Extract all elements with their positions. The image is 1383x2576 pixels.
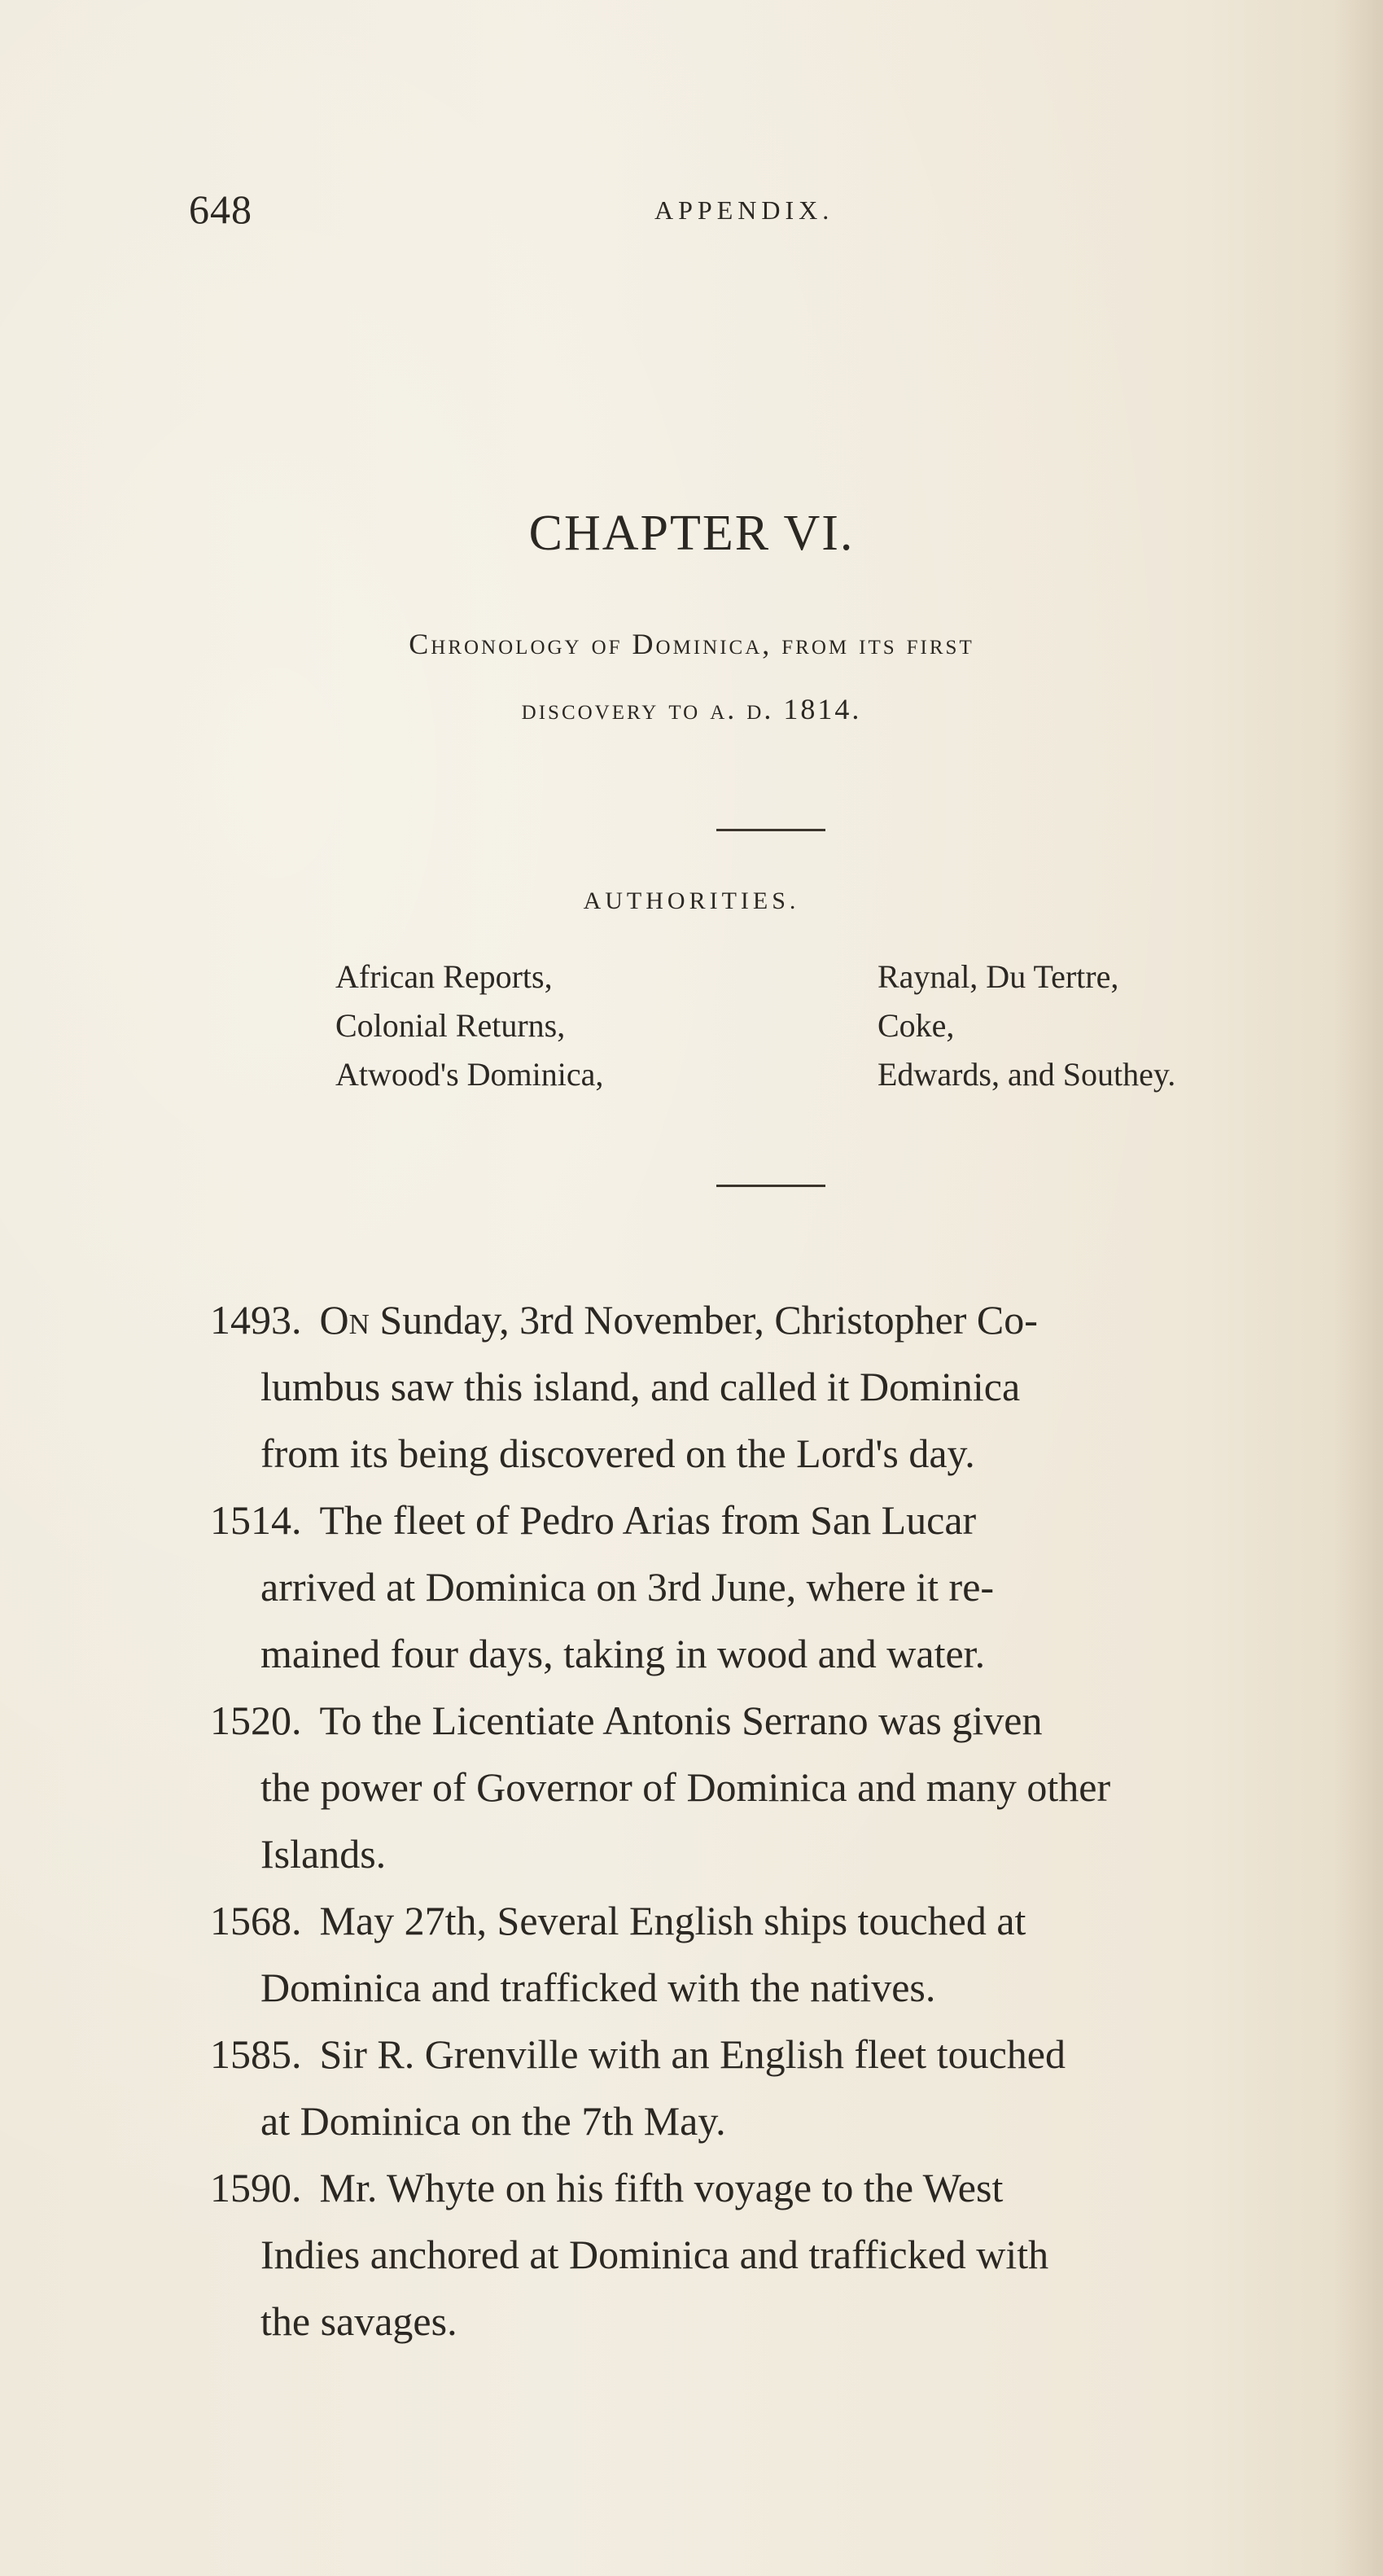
authorities-left-column (335, 953, 603, 1099)
page-number: 648 (189, 186, 252, 232)
section-rule-top (716, 829, 825, 831)
entry-year: 1568. (210, 1898, 302, 1943)
chronology-entry (210, 1887, 1341, 2021)
entry-continuation-line: mained four days, taking in wood and water. (260, 1631, 986, 1676)
entry-continuation-line: Indies anchored at Dominica and trafficked with (260, 2232, 1049, 2277)
entry-text: Sir R. Grenville with an English fleet touched (319, 2031, 1066, 2077)
chronology-entry (210, 2021, 1341, 2154)
chronology-entry (210, 1286, 1341, 1487)
chronology-entry (210, 1487, 1341, 1687)
entry-text: The fleet of Pedro Arias from San Lucar (319, 1497, 977, 1543)
entry-year: 1590. (210, 2165, 302, 2210)
chapter-title: CHAPTER VI. (528, 506, 855, 561)
entry-first-line (210, 1687, 1341, 1754)
entry-continuation-line: the savages. (260, 2298, 457, 2344)
entry-year: 1493. (210, 1297, 302, 1343)
entry-first-line (210, 2154, 1341, 2221)
entry-first-line (210, 1887, 1341, 1954)
authorities-right-column (878, 953, 1175, 1099)
chronology-entry (210, 2154, 1341, 2355)
entry-first-line (210, 1286, 1341, 1353)
entry-text: Sunday, 3rd November, Christopher Co- (379, 1297, 1038, 1343)
authority-item: Atwood's Dominica, (335, 1056, 604, 1093)
entry-continuation-line: Dominica and trafficked with the natives. (260, 1965, 936, 2010)
entry-year: 1514. (210, 1497, 302, 1543)
chronology-entry (210, 1687, 1341, 1887)
authority-item: African Reports, (335, 958, 553, 995)
entry-first-line (210, 2021, 1341, 2088)
authorities-heading: AUTHORITIES. (583, 887, 800, 914)
authority-item: Edwards, and Southey. (878, 1056, 1176, 1093)
page-edge-shadow (1334, 0, 1383, 2576)
entry-continuation-line: Islands. (260, 1831, 387, 1877)
entry-continuation-line: arrived at Dominica on 3rd June, where it re- (260, 1564, 995, 1610)
entry-continuation-line: at Dominica on the 7th May. (260, 2098, 726, 2144)
chapter-subtitle-line-2: discovery to a. d. 1814. (521, 693, 862, 725)
entry-text: May 27th, Several English ships touched at (319, 1898, 1026, 1943)
chapter-subtitle-line-1: Chronology of Dominica, from its first (409, 628, 974, 660)
authority-item: Colonial Returns, (335, 1007, 566, 1044)
entry-year: 1520. (210, 1698, 302, 1743)
running-head (189, 186, 1304, 234)
authority-item: Raynal, Du Tertre, (878, 958, 1119, 995)
entry-continuation-line: the power of Governor of Dominica and many other (260, 1764, 1111, 1810)
running-title: APPENDIX. (654, 195, 834, 225)
entry-first-line (210, 1487, 1341, 1553)
entry-year: 1585. (210, 2031, 302, 2077)
entry-continuation-line: from its being discovered on the Lord's day. (260, 1430, 975, 1476)
entry-first-word: On (319, 1297, 370, 1343)
entry-continuation-line: lumbus saw this island, and called it Dominica (260, 1364, 1021, 1409)
entry-text: Mr. Whyte on his fifth voyage to the West (319, 2165, 1004, 2210)
section-rule-bottom (716, 1185, 825, 1187)
entry-text: To the Licentiate Antonis Serrano was given (319, 1698, 1043, 1743)
chronology-entries (210, 1286, 1341, 2355)
authority-item: Coke, (878, 1007, 955, 1044)
